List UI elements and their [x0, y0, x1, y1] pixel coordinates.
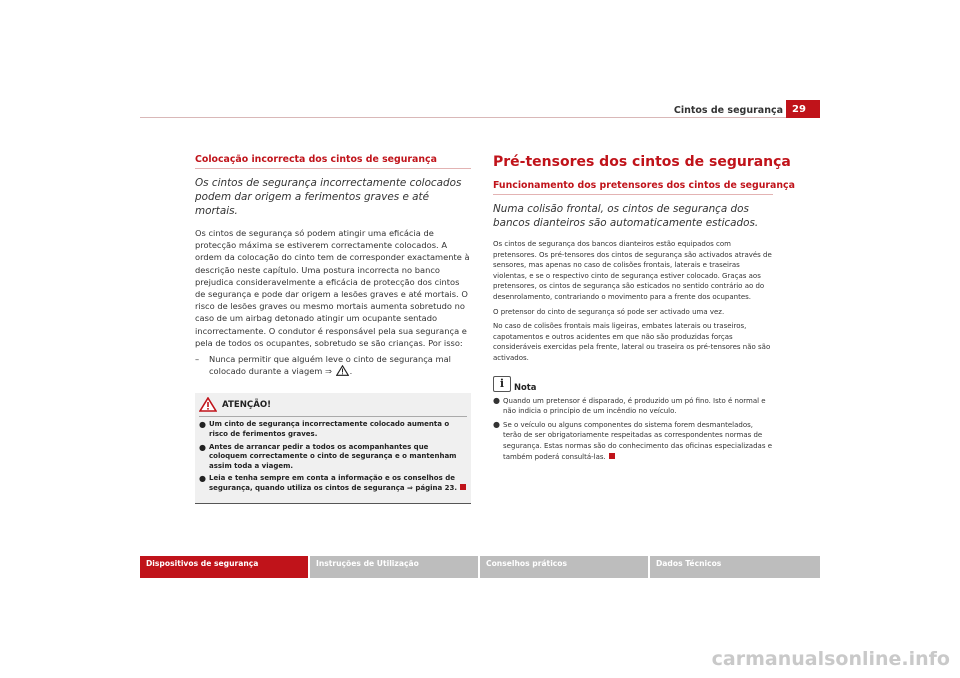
- note-item-text: Quando um pretensor é disparado, é produzido um pó fino. Isto é normal e não indicia o princípio de um incêndio no veículo.: [503, 396, 766, 416]
- end-of-section-mark: [460, 484, 466, 490]
- warning-item-text[interactable]: Leia e tenha sempre em conta a informação e os conselhos de segurança, quando utiliza os cintos de segurança ⇒ página 23.: [209, 474, 458, 492]
- end-of-section-mark: [609, 453, 615, 459]
- body-paragraph: O pretensor do cinto de segurança só pode ser activado uma vez.: [493, 307, 725, 316]
- lead-right: Numa colisão frontal, os cintos de segurança dos bancos dianteiros são automaticamente esticados.: [493, 203, 759, 229]
- footer-tab-dados[interactable]: Dados Técnicos: [650, 556, 820, 578]
- bullet: ●: [493, 419, 500, 429]
- bullet: ●: [493, 395, 500, 405]
- warning-item: [199, 443, 467, 472]
- dash-item-content: Nunca permitir que alguém leve o cinto de segurança mal colocado durante a viagem ⇒ .: [209, 354, 451, 377]
- warning-item-text: Um cinto de segurança incorrectamente colocado aumenta o risco de ferimentos graves.: [209, 420, 450, 439]
- chapter-heading: Pré-tensores dos cintos de segurança: [493, 154, 791, 170]
- note-header: [493, 376, 773, 392]
- warning-item-content: [209, 474, 467, 493]
- note-item: [493, 420, 773, 462]
- watermark: carmanualsonline.info: [711, 648, 950, 670]
- body-paragraph: No caso de colisões frontais mais ligeiras, embates laterais ou traseiros, capotamentos e outros acidentes em que não são produzidas forças consideráveis exercidas pela frente, lateral ou traseira os pré-tensores não são activados.: [493, 322, 771, 362]
- dash-item-text: Nunca permitir que alguém leve o cinto de segurança mal colocado durante a viagem: [209, 354, 451, 377]
- header-title: Cintos de segurança: [673, 105, 783, 116]
- note-title: Nota: [514, 381, 537, 392]
- bullet: ●: [199, 420, 206, 430]
- warning-divider: [199, 416, 467, 417]
- footer-tab-conselhos[interactable]: Conselhos práticos: [480, 556, 648, 578]
- warning-triangle-icon: [199, 397, 217, 412]
- footer-tab-dispositivos[interactable]: Dispositivos de segurança: [140, 556, 308, 578]
- dash-list-item: [195, 353, 471, 377]
- warning-title: ATENÇÃO!: [222, 399, 272, 410]
- note-item-text: Se o veículo ou alguns componentes do sistema forem desmantelados, terão de ser obrigatoriamente respeitadas as correspondentes normas de segurança. Estas normas são do conhecimento das oficinas especializadas e também poderá consultá-las.: [503, 420, 773, 461]
- right-column: [493, 154, 795, 465]
- note-item: [493, 396, 773, 417]
- lead-left: Os cintos de segurança incorrectamente colocados podem dar origem a ferimentos graves e até mortais.: [195, 177, 462, 217]
- info-icon: i: [493, 376, 511, 392]
- warning-box: [195, 393, 471, 503]
- bullet: ●: [199, 442, 206, 452]
- body-left: Os cintos de segurança só podem atingir uma eficácia de protecção máxima se estiverem correctamente colocados. A ordem da colocação do cinto tem de corresponder exactamente à descrição neste capítulo. Uma postura incorrecta no banco prejudica consideravelmente a eficácia de protecção dos cintos de segurança e pode dar origem a lesões graves e até mortais. O risco de lesões graves ou mesmo mortais aumenta sobretudo no caso de um airbag detonado atingir um ocupante sentado incorrectamente. O condutor é responsável pela sua segurança e pela de todos os ocupantes, sobretudo se são crianças. Por isso:: [195, 228, 470, 348]
- warning-triangle-icon[interactable]: [336, 365, 349, 376]
- warning-item-text: Antes de arrancar pedir a todos os acompanhantes que coloquem correctamente o cinto de segurança e o mantenham assim toda a viagem.: [209, 442, 457, 470]
- cross-ref-arrow: ⇒: [325, 366, 332, 377]
- page-number: 29: [786, 100, 820, 118]
- note-item-content: [503, 420, 773, 462]
- header-rule: [140, 117, 820, 118]
- left-column: [195, 154, 471, 504]
- section-title-left: Colocação incorrecta dos cintos de segurança: [195, 154, 471, 169]
- warning-item: [199, 420, 467, 439]
- warning-header: [199, 397, 467, 412]
- section-title-right: Funcionamento dos pretensores dos cintos de segurança: [493, 180, 773, 195]
- warning-item: [199, 474, 467, 493]
- bullet: ●: [199, 474, 206, 484]
- body-paragraph: Os cintos de segurança dos bancos dianteiros estão equipados com pretensores. Os pré-tensores dos cintos de segurança são activados através de sensores, mas apenas no caso de colisões frontais, laterais e traseiras violentas, e se o respectivo cinto de segurança estiver colocado. Graças aos pretensores, os cintos de segurança são esticados no sentido contrário ao do desenrolamento, contrariando o movimento para a frente dos ocupantes.: [493, 240, 772, 301]
- dash-marker: –: [195, 354, 200, 365]
- footer-tab-instrucoes[interactable]: Instruções de Utilização: [310, 556, 478, 578]
